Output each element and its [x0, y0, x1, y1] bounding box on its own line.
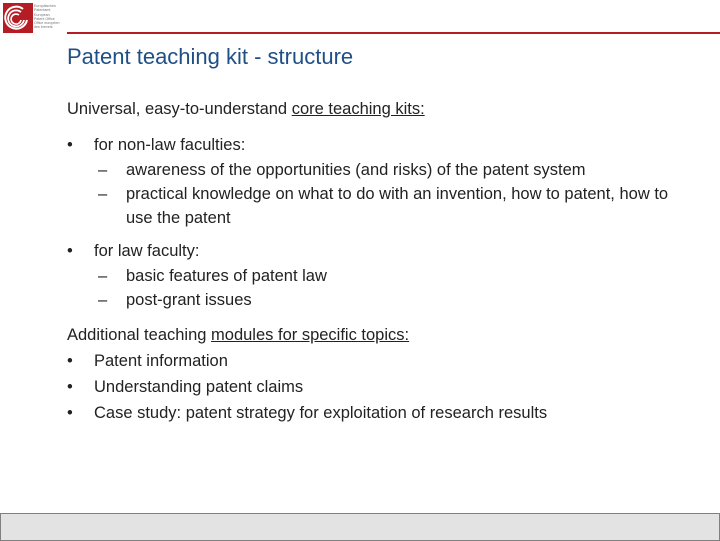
module-item-text: Patent information	[94, 352, 228, 370]
bullet-label: for law faculty:	[94, 242, 200, 260]
module-item-text: Understanding patent claims	[94, 378, 304, 396]
sub-item	[94, 182, 697, 230]
bullet-label: for non-law faculties:	[94, 136, 246, 154]
sub-item	[94, 264, 697, 288]
additional-underlined: modules for specific topics:	[211, 326, 410, 344]
sub-list	[94, 158, 697, 230]
bullet-marker: •	[67, 404, 73, 422]
sub-marker: –	[98, 161, 108, 179]
intro-text: Universal, easy-to-understand	[67, 100, 292, 118]
sub-list	[94, 264, 697, 312]
bullet-marker: •	[67, 352, 73, 370]
bullet-marker: •	[67, 136, 73, 154]
sub-item-text: practical knowledge on what to do with an invention, how to patent, how to use the patent	[126, 185, 669, 227]
epo-logo-icon	[3, 3, 33, 33]
module-item-text: Case study: patent strategy for exploitation of research results	[94, 404, 548, 422]
sub-item-text: basic features of patent law	[126, 267, 327, 285]
epo-logo	[3, 3, 63, 33]
page-title: Patent teaching kit - structure	[67, 44, 354, 69]
intro-underlined: core teaching kits:	[291, 100, 425, 118]
slide-content	[67, 96, 697, 426]
bullet-marker: •	[67, 378, 73, 396]
sub-item	[94, 158, 697, 182]
bottom-bar	[0, 513, 720, 541]
module-item	[67, 400, 697, 426]
sub-marker: –	[98, 267, 108, 285]
title-rule	[67, 32, 720, 34]
sub-marker: –	[98, 291, 108, 309]
sub-item-text: post-grant issues	[126, 291, 252, 309]
bullet-marker: •	[67, 242, 73, 260]
intro-paragraph	[67, 96, 697, 122]
module-item	[67, 374, 697, 400]
logo-text: Europäisches Patentamt European Patent Office Office européen des brevets	[34, 4, 60, 30]
sub-item	[94, 288, 697, 312]
sub-item-text: awareness of the opportunities (and risks) of the patent system	[126, 161, 586, 179]
sub-marker: –	[98, 185, 108, 203]
bullet-non-law	[67, 132, 697, 230]
module-item	[67, 348, 697, 374]
additional-paragraph	[67, 322, 697, 348]
additional-text: Additional teaching	[67, 326, 212, 344]
bullet-law	[67, 238, 697, 312]
